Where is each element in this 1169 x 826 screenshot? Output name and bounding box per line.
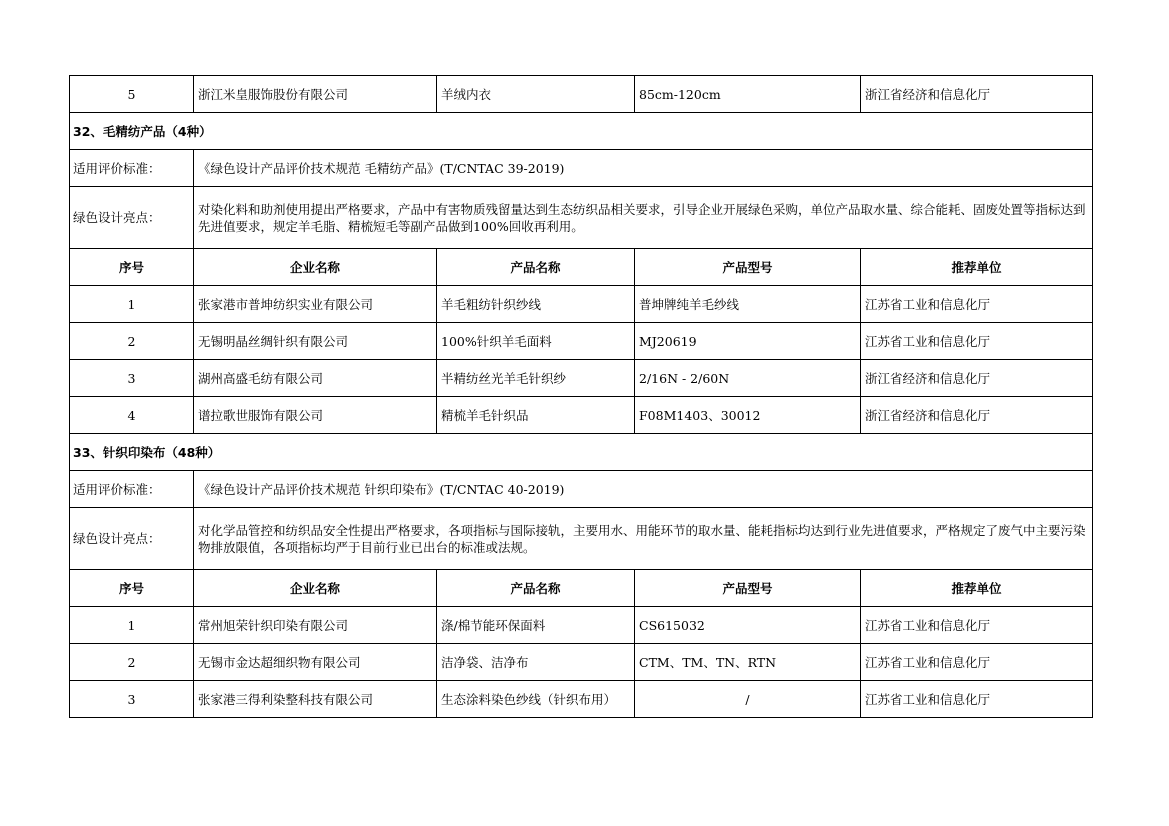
standard-label: 适用评价标准： [70, 150, 194, 187]
section-title-row [70, 113, 1093, 150]
product-name: 涤/棉节能环保面料 [437, 607, 635, 644]
table-row [70, 360, 1093, 397]
row-no: 5 [70, 76, 194, 113]
product-model: 普坤牌纯羊毛纱线 [635, 286, 861, 323]
product-name: 100%针织羊毛面料 [437, 323, 635, 360]
section-title: 33、针织印染布（48种） [70, 434, 1093, 471]
recommender: 浙江省经济和信息化厅 [861, 360, 1093, 397]
header-recommender: 推荐单位 [861, 570, 1093, 607]
standard-text: 《绿色设计产品评价技术规范 毛精纺产品》(T/CNTAC 39-2019) [194, 150, 1093, 187]
highlight-text: 对染化料和助剂使用提出严格要求，产品中有害物质残留量达到生态纺织品相关要求，引导企业开展绿色采购，单位产品取水量、综合能耗、固废处置等指标达到先进值要求，规定羊毛脂、精梳短毛等副产品做到100%回收再利用。 [194, 187, 1093, 249]
row-no: 1 [70, 607, 194, 644]
table-row [70, 681, 1093, 718]
recommender: 浙江省经济和信息化厅 [861, 76, 1093, 113]
product-model: CS615032 [635, 607, 861, 644]
table-row [70, 607, 1093, 644]
product-model: MJ20619 [635, 323, 861, 360]
company-name: 湖州高盛毛纺有限公司 [194, 360, 437, 397]
header-model: 产品型号 [635, 570, 861, 607]
section-title: 32、毛精纺产品（4种） [70, 113, 1093, 150]
highlight-text: 对化学品管控和纺织品安全性提出严格要求，各项指标与国际接轨，主要用水、用能环节的取水量、能耗指标均达到行业先进值要求，严格规定了废气中主要污染物排放限值，各项指标均严于目前行业已出台的标准或法规。 [194, 508, 1093, 570]
recommender: 江苏省工业和信息化厅 [861, 681, 1093, 718]
header-row [70, 249, 1093, 286]
product-model: 2/16N - 2/60N [635, 360, 861, 397]
product-model: 85cm-120cm [635, 76, 861, 113]
company-name: 无锡市金达超细织物有限公司 [194, 644, 437, 681]
product-name: 羊绒内衣 [437, 76, 635, 113]
highlight-row [70, 187, 1093, 249]
recommender: 江苏省工业和信息化厅 [861, 644, 1093, 681]
company-name: 张家港市普坤纺织实业有限公司 [194, 286, 437, 323]
recommender: 江苏省工业和信息化厅 [861, 607, 1093, 644]
product-model: F08M1403、30012 [635, 397, 861, 434]
row-no: 4 [70, 397, 194, 434]
header-product: 产品名称 [437, 570, 635, 607]
header-company: 企业名称 [194, 249, 437, 286]
company-name: 常州旭荣针织印染有限公司 [194, 607, 437, 644]
row-no: 3 [70, 681, 194, 718]
header-product: 产品名称 [437, 249, 635, 286]
row-no: 3 [70, 360, 194, 397]
standard-label: 适用评价标准： [70, 471, 194, 508]
table-row [70, 323, 1093, 360]
table-row [70, 286, 1093, 323]
product-name: 半精纺丝光羊毛针织纱 [437, 360, 635, 397]
header-recommender: 推荐单位 [861, 249, 1093, 286]
company-name: 谱拉歌世服饰有限公司 [194, 397, 437, 434]
table-row [70, 644, 1093, 681]
company-name: 无锡明晶丝绸针织有限公司 [194, 323, 437, 360]
highlight-label: 绿色设计亮点： [70, 187, 194, 249]
header-no: 序号 [70, 570, 194, 607]
header-model: 产品型号 [635, 249, 861, 286]
table-row [70, 76, 1093, 113]
product-name: 洁净袋、洁净布 [437, 644, 635, 681]
product-table [69, 75, 1093, 718]
company-name: 张家港三得利染整科技有限公司 [194, 681, 437, 718]
product-name: 生态涂料染色纱线（针织布用） [437, 681, 635, 718]
recommender: 江苏省工业和信息化厅 [861, 286, 1093, 323]
row-no: 1 [70, 286, 194, 323]
company-name: 浙江米皇服饰股份有限公司 [194, 76, 437, 113]
product-model: / [635, 681, 861, 718]
table-row [70, 397, 1093, 434]
highlight-row [70, 508, 1093, 570]
row-no: 2 [70, 644, 194, 681]
standard-row [70, 471, 1093, 508]
header-row [70, 570, 1093, 607]
product-name: 精梳羊毛针织品 [437, 397, 635, 434]
recommender: 江苏省工业和信息化厅 [861, 323, 1093, 360]
product-name: 羊毛粗纺针织纱线 [437, 286, 635, 323]
header-company: 企业名称 [194, 570, 437, 607]
header-no: 序号 [70, 249, 194, 286]
highlight-label: 绿色设计亮点： [70, 508, 194, 570]
product-model: CTM、TM、TN、RTN [635, 644, 861, 681]
row-no: 2 [70, 323, 194, 360]
standard-text: 《绿色设计产品评价技术规范 针织印染布》(T/CNTAC 40-2019) [194, 471, 1093, 508]
section-title-row [70, 434, 1093, 471]
standard-row [70, 150, 1093, 187]
recommender: 浙江省经济和信息化厅 [861, 397, 1093, 434]
